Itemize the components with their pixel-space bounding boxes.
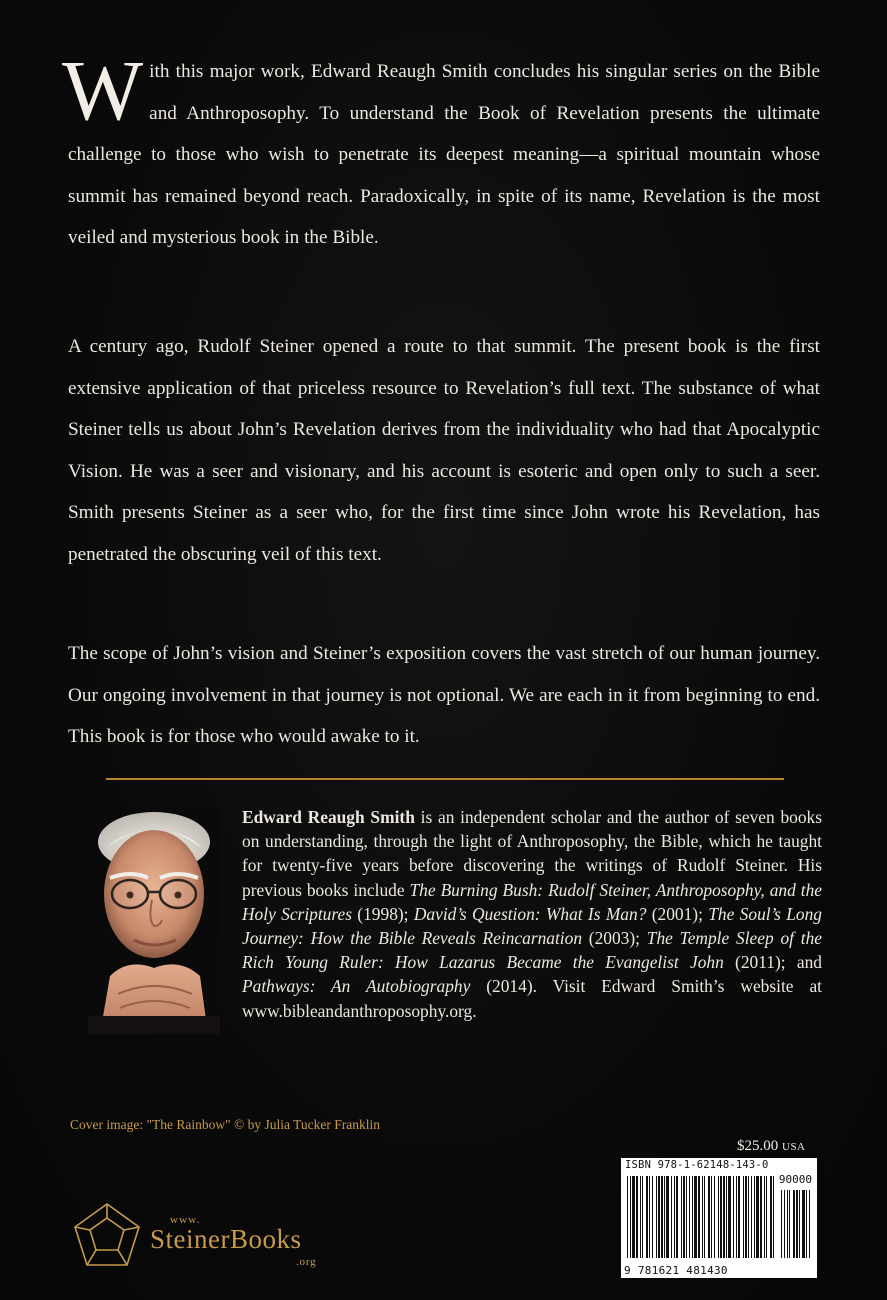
barcode-addon-bar [781,1190,782,1258]
barcode-bar [733,1176,734,1258]
barcode-bar [666,1176,669,1258]
ean-number: 9 781621 481430 [624,1264,728,1277]
isbn-text: ISBN 978-1-62148-143-0 [625,1159,769,1171]
barcode-bar [698,1176,700,1258]
price-amount: $25.00 [737,1138,779,1154]
barcode-bar [738,1176,740,1258]
bio-year-3: (2003); [582,928,647,949]
barcode-addon-bar [809,1190,810,1258]
barcode-bar [728,1176,731,1258]
barcode-bar [766,1176,767,1258]
barcode-bar [671,1176,672,1258]
bio-year-2: (2001); [646,903,709,924]
blurb-paragraph-3: The scope of John’s vision and Steiner’s exposition covers the vast stretch of our human journey. Our ongoing involvement in that journey is not optional. We are each in it from beginning to end. This book is for those who would awake to it. [68,643,820,748]
barcode-bar [736,1176,737,1258]
barcode-bar [686,1176,687,1258]
barcode-addon-bar [799,1190,800,1258]
barcode-bar [718,1176,719,1258]
barcode-bar [751,1176,752,1258]
barcode-bar [760,1176,762,1258]
barcode-bar [764,1176,765,1258]
publisher-org: .org [296,1256,317,1268]
barcode-bar [754,1176,755,1258]
barcode-bar [694,1176,697,1258]
publisher-www: www. [170,1214,201,1226]
barcode-bar [726,1176,727,1258]
barcode-bar [773,1176,774,1258]
barcode-bar [704,1176,705,1258]
book-title-4: The Temple Sleep of the Rich Young Ruler: How Lazarus Became the Evangelist John [242,928,822,973]
book-title-1: The Burning Bush: Rudolf Steiner, Anthroposophy, and the Holy Scriptures [242,879,822,924]
barcode-bar [681,1176,682,1258]
barcode-bar [743,1176,744,1258]
barcode-bars [625,1174,813,1262]
barcode-bar [676,1176,678,1258]
barcode-bar [674,1176,675,1258]
barcode-bar [640,1176,641,1258]
publisher-logo[interactable] [70,1196,340,1276]
blurb-paragraph-1 [62,42,820,259]
isbn-barcode [621,1158,817,1278]
barcode-bar [756,1176,759,1258]
barcode-addon-bar [796,1190,798,1258]
book-title-3: The Soul’s Long Journey: How the Bible Reveals Reincarnation [242,903,822,949]
barcode-addon-bar [784,1190,785,1258]
publisher-name: SteinerBooks [150,1224,302,1254]
barcode-addon-bar [793,1190,795,1258]
bio-year-1: (1998); [351,903,414,924]
divider-rule [106,778,784,780]
barcode-bar [692,1176,693,1258]
barcode-bar [642,1176,643,1258]
blurb-paragraph-2: A century ago, Rudolf Steiner opened a route to that summit. The present book is the first extensive application of that priceless resource to Revelation’s full text. The substance of what Steiner tells us about John’s Revelation derives from the individuality who had that Apocalyptic Vision. He was a seer and visionary, and his account is esoteric and open only to such a seer. Smith presents Steiner as a seer who, for the first time since John wrote his Revelation, has penetrated the obscuring veil of this text. [68,336,820,565]
barcode-bar [656,1176,657,1258]
barcode-bar [689,1176,690,1258]
book-title-5: Pathways: An Autobiography [242,976,471,997]
barcode-bar [636,1176,638,1258]
author-photo [88,808,220,1034]
barcode-bar [627,1176,628,1258]
cover-image-credit: Cover image: "The Rainbow" © by Julia Tucker Franklin [70,1117,380,1132]
barcode-bar [661,1176,663,1258]
barcode-bar [702,1176,703,1258]
barcode-addon-bar [806,1190,807,1258]
barcode-bar [711,1176,712,1258]
barcode-bar [664,1176,665,1258]
barcode-bar [714,1176,715,1258]
price-currency: USA [782,1141,806,1153]
dodecahedron-icon [70,1200,144,1272]
barcode-bar [723,1176,725,1258]
barcode-bar [683,1176,685,1258]
barcode-bar [708,1176,710,1258]
barcode-bar [745,1176,747,1258]
barcode-addon: 90000 [778,1173,812,1186]
author-bio [242,805,822,1023]
bio-year-4: (2011); and [723,952,822,973]
barcode-bar [720,1176,722,1258]
price-label [737,1138,806,1155]
barcode-addon-bar [789,1190,790,1258]
barcode-bar [632,1176,635,1258]
barcode-bar [658,1176,660,1258]
barcode-addon-bar [802,1190,805,1258]
bio-text-1: is an independent scholar and the author of seven books on understanding, through the light of Anthroposophy, the Bible, which he taught for twenty-five years before discovering the writings of Rudolf Steiner. His previous books include [242,807,823,900]
barcode-bar [748,1176,749,1258]
barcode-bar [649,1176,650,1258]
author-name: Edward Reaugh Smith [242,807,415,827]
bio-year-5: (2014). Visit Edward Smith’s website at www.bibleandanthroposophy.org. [242,976,822,1021]
blurb-paragraph-1-text: ith this major work, Edward Reaugh Smith concludes his singular series on the Bible and Anthroposophy. To understand the Book of Revelation presents the ultimate challenge to those who wish to penetrate its deepest meaning—a spiritual mountain whose summit has remained beyond reach. Paradoxically, in spite of its name, Revelation is the most veiled and mysterious book in the Bible. [68,61,820,249]
barcode-bar [646,1176,648,1258]
barcode-addon-bar [787,1190,788,1258]
book-title-2: David’s Question: What Is Man? [413,903,647,924]
barcode-bar [770,1176,772,1258]
drop-cap: W [62,42,144,138]
barcode-bar [630,1176,631,1258]
barcode-bar [652,1176,653,1258]
